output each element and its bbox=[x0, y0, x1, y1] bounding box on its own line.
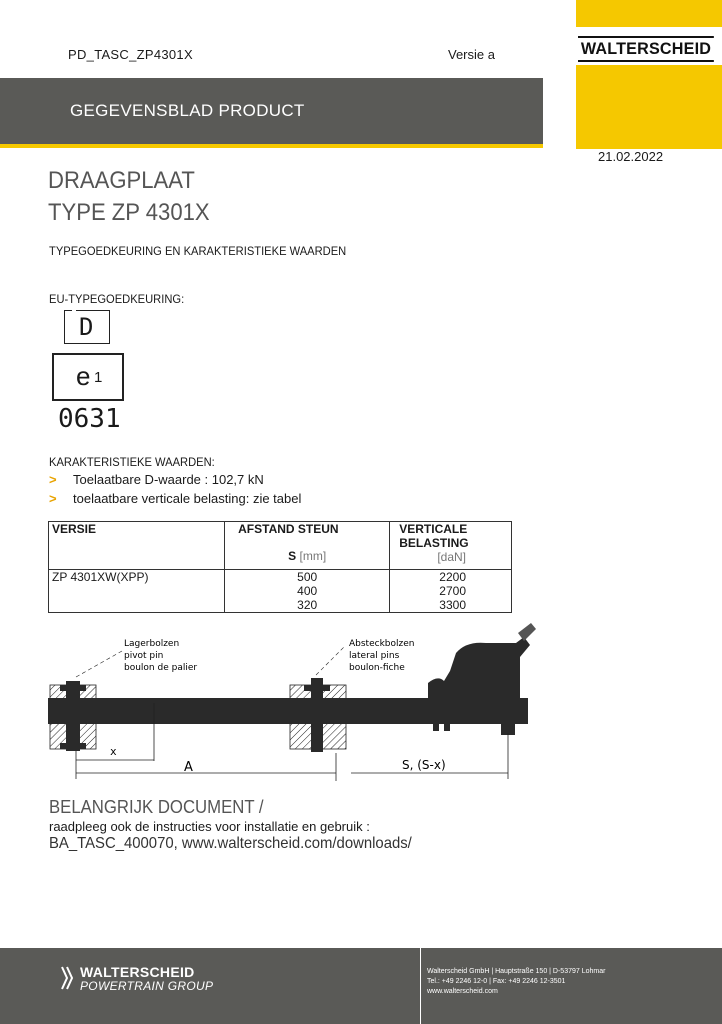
load-value: 3300 bbox=[439, 598, 466, 612]
footer-brand-group: POWERTRAIN GROUP bbox=[80, 979, 214, 993]
bullet-marker: > bbox=[49, 472, 57, 487]
footer-website-link[interactable]: www.walterscheid.com bbox=[427, 988, 498, 995]
important-heading: BELANGRIJK DOCUMENT / bbox=[49, 797, 264, 817]
brand-logo: WALTERSCHEID bbox=[578, 36, 714, 62]
product-type: TYPE ZP 4301X bbox=[48, 199, 210, 226]
col-header-version bbox=[49, 522, 225, 570]
pivot-label-fr: boulon de palier bbox=[124, 663, 198, 673]
distance-symbol: S bbox=[288, 549, 297, 563]
section-title: GEGEVENSBLAD PRODUCT bbox=[70, 101, 305, 120]
brand-logo-block bbox=[576, 0, 722, 149]
distance-unit: [mm] bbox=[299, 549, 327, 563]
product-title: DRAAGPLAAT bbox=[48, 167, 195, 194]
document-version: Versie a bbox=[448, 47, 495, 62]
table-header-row bbox=[49, 522, 512, 570]
footer-contact-line: Tel.: +49 2246 12-0 | Fax: +49 2246 12-3501 bbox=[427, 978, 566, 985]
document-date: 21.02.2022 bbox=[598, 149, 664, 164]
col-header-load-line1: VERTICALE bbox=[399, 522, 468, 536]
col-header-load-line2: BELASTING bbox=[399, 536, 469, 550]
walterscheid-mark-icon bbox=[60, 965, 74, 991]
class-letter: D bbox=[79, 313, 94, 341]
header-accent-stripe bbox=[0, 144, 543, 148]
dim-a-label: A bbox=[184, 760, 193, 775]
dim-x-label: x bbox=[110, 745, 117, 758]
lateral-label-fr: boulon-fiche bbox=[349, 663, 405, 673]
important-instruction: raadpleeg ook de instructies voor installatie en gebruik : bbox=[49, 819, 370, 834]
e-mark-letter: e bbox=[76, 361, 91, 391]
bullet-vertical-load: toelaatbare verticale belasting: zie tabel bbox=[73, 491, 302, 506]
footer-brand: WALTERSCHEID bbox=[80, 964, 195, 980]
lateral-label-de: Absteckbolzen bbox=[349, 639, 415, 649]
load-unit: [daN] bbox=[437, 550, 466, 564]
load-cell bbox=[390, 570, 512, 613]
pivot-label-en: pivot pin bbox=[124, 651, 164, 661]
distance-cell bbox=[225, 570, 390, 613]
approval-number: 0631 bbox=[58, 404, 121, 434]
col-header-version-text: VERSIE bbox=[52, 522, 97, 536]
e-mark-number: 1 bbox=[94, 369, 103, 386]
col-header-distance-unit-line bbox=[228, 549, 386, 563]
distance-value: 320 bbox=[297, 598, 318, 612]
distance-value: 500 bbox=[297, 570, 318, 584]
pivot-label-de: Lagerbolzen bbox=[124, 639, 180, 649]
document-id: PD_TASC_ZP4301X bbox=[68, 47, 193, 62]
important-reference-link[interactable]: BA_TASC_400070, www.walterscheid.com/downloads/ bbox=[49, 835, 412, 852]
table-row bbox=[49, 570, 512, 613]
load-value: 2700 bbox=[439, 584, 466, 598]
version-cell bbox=[49, 570, 225, 613]
class-d-mark bbox=[64, 310, 110, 344]
eu-approval-label: EU-TYPEGOEDKEURING: bbox=[49, 292, 185, 306]
dim-s-label: S, (S-x) bbox=[402, 758, 446, 772]
left-pivot-pin bbox=[66, 681, 80, 751]
version-value: ZP 4301XW(XPP) bbox=[52, 570, 149, 584]
e-mark-box bbox=[52, 353, 124, 401]
footer-address bbox=[427, 967, 605, 997]
col-header-distance bbox=[225, 522, 390, 570]
bullet-marker: > bbox=[49, 491, 57, 506]
col-header-distance-text: AFSTAND STEUN bbox=[238, 522, 339, 536]
technical-drawing bbox=[46, 623, 536, 783]
product-subtitle: TYPEGOEDKEURING EN KARAKTERISTIEKE WAARDEN bbox=[49, 244, 347, 258]
distance-value: 400 bbox=[297, 584, 318, 598]
footer-divider bbox=[420, 948, 421, 1024]
lateral-label-en: lateral pins bbox=[349, 651, 400, 661]
characteristics-label: KARAKTERISTIEKE WAARDEN: bbox=[49, 455, 215, 469]
mark-gap bbox=[72, 308, 76, 312]
col-header-load bbox=[390, 522, 512, 570]
load-value: 2200 bbox=[439, 570, 466, 584]
bullet-d-value: Toelaatbare D-waarde : 102,7 kN bbox=[73, 472, 264, 487]
spec-table bbox=[48, 521, 512, 613]
carrier-plate bbox=[48, 698, 528, 724]
footer-address-line: Walterscheid GmbH | Hauptstraße 150 | D-53797 Lohmar bbox=[427, 968, 606, 975]
